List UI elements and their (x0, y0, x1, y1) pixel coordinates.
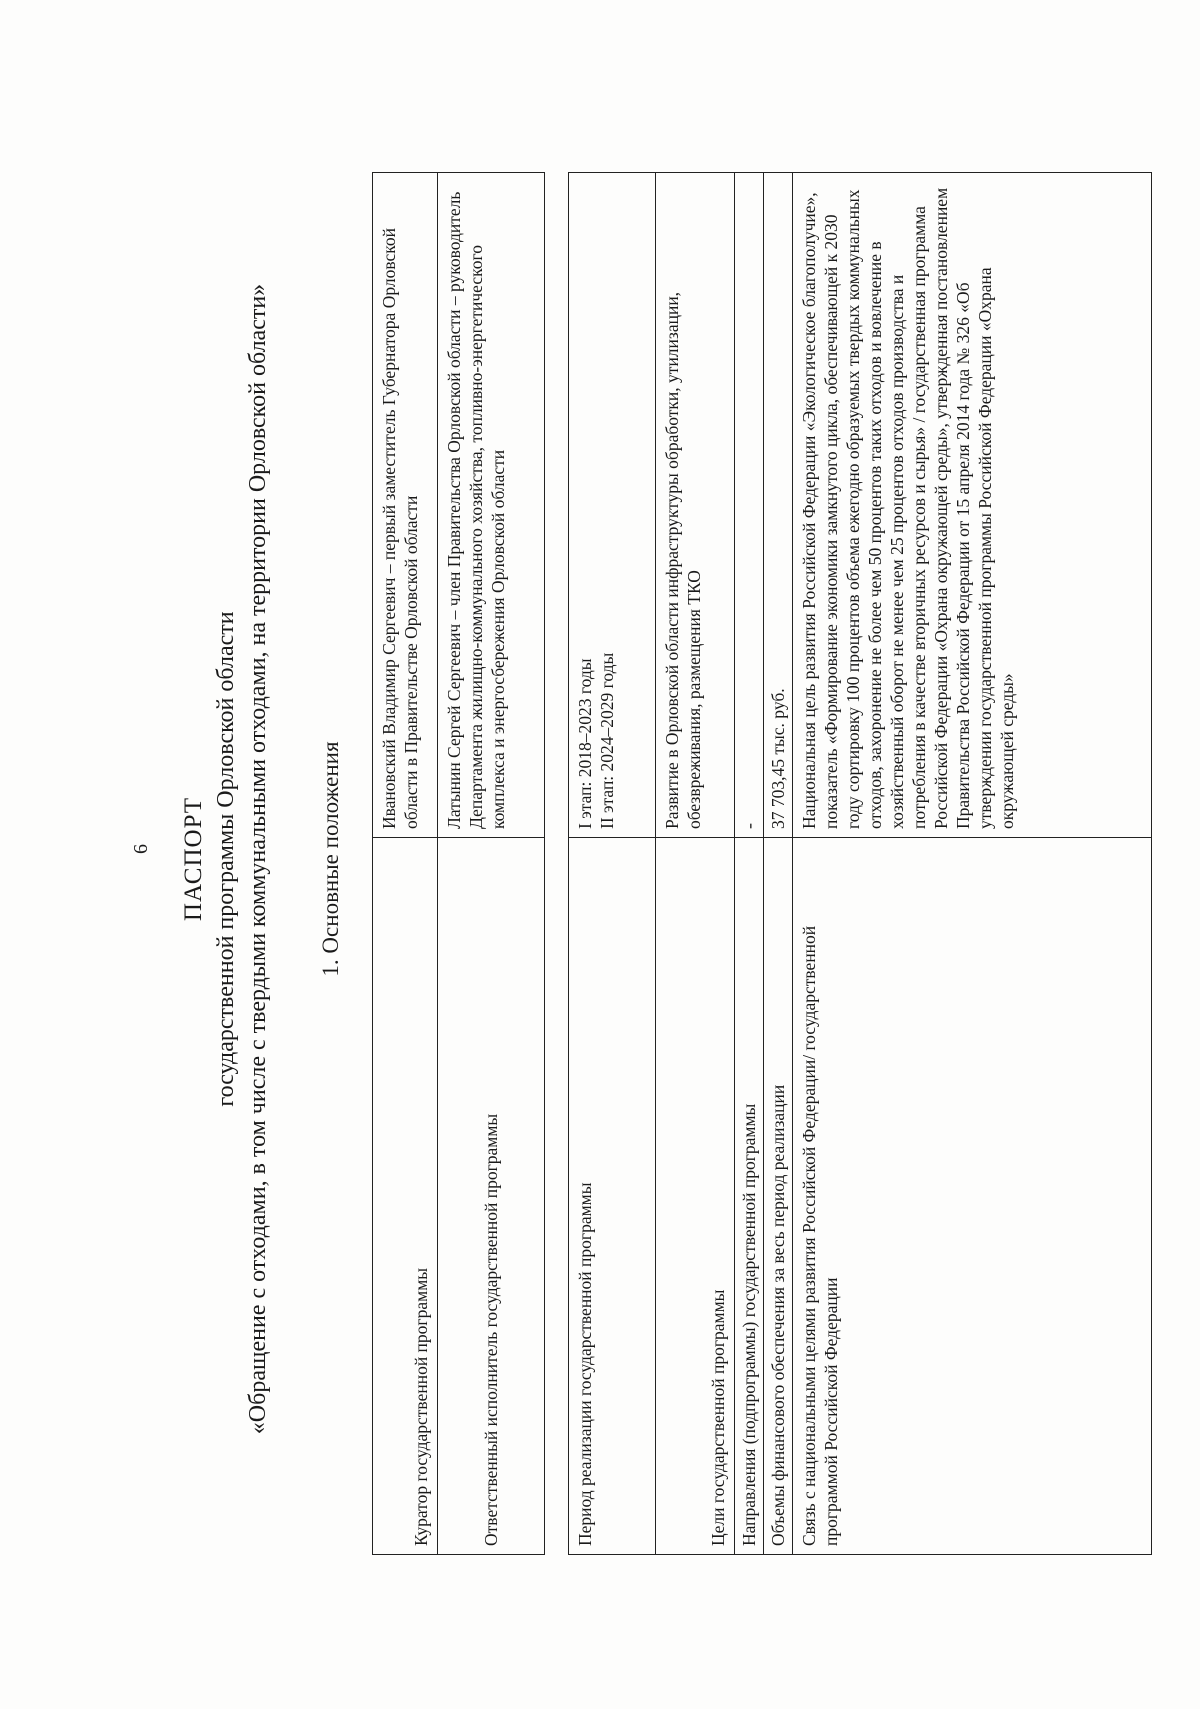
row-value: Национальная цель развития Российской Федерации «Экологическое благополучие», показатель «Формирование экономики замкнутого цикла, обеспечивающей к 2030 году сортировку 100 процентов объема ежегодно образуемых твердых коммунальных отходов, захоронение не более чем 50 процентов таких отходов и вовлечение в хозяйственный оборот не менее чем 25 процентов отходов производства и потребления в качестве вторичных ресурсов и сырья» / государственная программа Российской Федерации «Охрана окружающей среды», утвержденная постановлением Правительства Российской Федерации от 15 апреля 2014 года № 326 «Об утверждении государственной программы Российской Федерации «Охрана окружающей среды» (793, 173, 1152, 838)
row-label: Связь с национальными целями развития Российской Федерации/ государственной программой Российской Федерации (793, 838, 1152, 1555)
table-row (656, 173, 735, 1555)
row-label: Ответственный исполнитель государственной программы (438, 838, 545, 1555)
row-label: Цели государственной программы (656, 838, 735, 1555)
document-title: ПАСПОРТ (180, 796, 207, 922)
table-row (569, 173, 656, 1555)
stage-2: II этап: 2024–2029 годы (597, 652, 617, 829)
row-label: Объемы финансового обеспечения за весь период реализации (764, 838, 793, 1555)
row-value: Развитие в Орловской области инфраструктуры обработки, утилизации, обезвреживания, размещения ТКО (656, 173, 735, 838)
passport-table-1 (372, 172, 545, 1555)
row-value (569, 173, 656, 838)
row-label: Период реализации государственной программы (569, 838, 656, 1555)
stage-1: I этап: 2018–2023 годы (575, 658, 595, 829)
row-value: 37 703,45 тыс. руб. (764, 173, 793, 838)
table-row (373, 173, 438, 1555)
row-value: Латынин Сергей Сергеевич – член Правительства Орловской области – руководитель Департамента жилищно-коммунального хозяйства, топливно-энергетического комплекса и энергосбережения Орловской области (438, 173, 545, 838)
title-block (178, 109, 274, 1609)
section-title: 1. Основные положения (318, 741, 343, 977)
row-value: - (735, 173, 764, 838)
document-subtitle: государственной программы Орловской области (213, 611, 239, 1107)
program-name: «Обращение с отходами, в том числе с твердыми коммунальными отходами, на территории Орловской области» (245, 283, 271, 1435)
table-row (438, 173, 545, 1555)
passport-table-2 (568, 172, 1152, 1555)
table-row (735, 173, 764, 1555)
table-row (793, 173, 1152, 1555)
row-value: Ивановский Владимир Сергеевич – первый заместитель Губернатора Орловской области в Правительстве Орловской области (373, 173, 438, 838)
page-number: 6 (130, 844, 152, 854)
table-row (764, 173, 793, 1555)
row-label: Куратор государственной программы (373, 838, 438, 1555)
row-label: Направления (подпрограммы) государственной программы (735, 838, 764, 1555)
